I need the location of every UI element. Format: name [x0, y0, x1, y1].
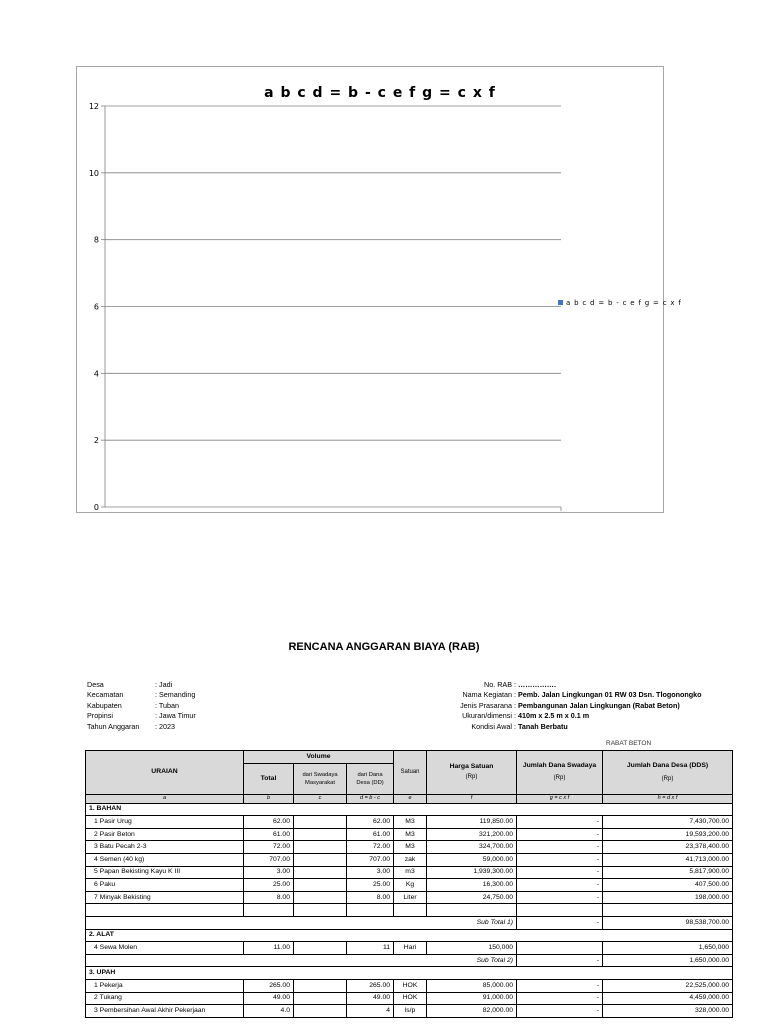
y-tick-label: 0 [93, 503, 99, 512]
subtotal-row [86, 916, 733, 929]
cell-swadaya [294, 979, 347, 992]
y-tick-label: 10 [88, 168, 99, 178]
header-jml-dds-label: Jumlah Dana Desa (DDS) [626, 761, 709, 769]
table-row [86, 992, 733, 1005]
y-tick-label: 2 [93, 436, 99, 446]
cell-harga: 59,000.00 [427, 853, 517, 866]
cell-swadaya [294, 866, 347, 879]
subtotal-dds: 98,538,700.00 [603, 916, 733, 929]
header-volume: Volume [244, 751, 394, 764]
cell-total: 3.00 [244, 866, 294, 879]
subtotal-swadaya: - [517, 954, 603, 967]
cell-dd: 62.00 [347, 816, 394, 829]
cell-satuan: Hari [394, 942, 427, 955]
cell-swadaya [294, 1005, 347, 1018]
cell-dd: 61.00 [347, 828, 394, 841]
cell-total: 62.00 [244, 816, 294, 829]
cell-satuan: Liter [394, 891, 427, 904]
subtotal-label: Sub Total 2) [86, 954, 517, 967]
cell-satuan: M3 [394, 828, 427, 841]
table-row [86, 942, 733, 955]
header-harga-label: Harga Satuan [449, 763, 494, 771]
cell-jml-swadaya: - [517, 828, 603, 841]
y-tick-label: 4 [93, 369, 99, 379]
blank-cell [86, 904, 244, 917]
cell-uraian: 4 Sewa Molen [86, 942, 244, 955]
cell-satuan: m3 [394, 866, 427, 879]
cell-jml-swadaya: - [517, 816, 603, 829]
cell-uraian: 3 Batu Pecah 2-3 [86, 841, 244, 854]
cell-dd: 707.00 [347, 853, 394, 866]
cell-jml-dds: 5,817,900.00 [603, 866, 733, 879]
info-row-nama-kegiatan: Nama Kegiatan : Pemb. Jalan Lingkungan 01 RW 03 Dsn. Tlogonongko [462, 690, 702, 700]
cell-jml-swadaya: - [517, 891, 603, 904]
letter-e: e [394, 794, 427, 803]
info-row-desa: Desa : Jadi [87, 680, 173, 689]
letter-b: b [244, 794, 294, 803]
header-jml-dds [603, 751, 733, 795]
chart-container [76, 66, 682, 513]
header-letters-row [86, 794, 733, 803]
cell-harga: 91,000.00 [427, 992, 517, 1005]
header-harga-unit: (Rp) [465, 774, 478, 781]
table-row [86, 879, 733, 892]
cell-uraian: 3 Pembersihan Awal Akhir Pekerjaan [86, 1005, 244, 1018]
cell-swadaya [294, 853, 347, 866]
table-row [86, 866, 733, 879]
cell-harga: 24,750.00 [427, 891, 517, 904]
cell-satuan: HOK [394, 992, 427, 1005]
cell-jml-dds: 328,000.00 [603, 1005, 733, 1018]
cell-total: 25.00 [244, 879, 294, 892]
header-dd: dari Dana Desa (DD) [347, 763, 394, 794]
cell-dd: 3.00 [347, 866, 394, 879]
rab-table [85, 750, 733, 1018]
blank-cell [517, 904, 603, 917]
cell-total: 49.00 [244, 992, 294, 1005]
info-right [380, 680, 730, 732]
cell-dd: 72.00 [347, 841, 394, 854]
cell-total: 4.0 [244, 1005, 294, 1018]
cell-jml-dds: 41,713,000.00 [603, 853, 733, 866]
cell-jml-dds: 407,500.00 [603, 879, 733, 892]
cell-dd: 11 [347, 942, 394, 955]
cell-jml-swadaya: - [517, 1005, 603, 1018]
letter-d: d = b - c [347, 794, 394, 803]
section-title: 2. ALAT [86, 929, 733, 942]
info-row-propinsi: Propinsi : Jawa Timur [87, 711, 196, 721]
cell-harga: 16,300.00 [427, 879, 517, 892]
chart [77, 67, 682, 514]
cell-satuan: M3 [394, 816, 427, 829]
letter-f: f [427, 794, 517, 803]
subtotal-label: Sub Total 1) [86, 916, 517, 929]
cell-jml-dds: 198,000.00 [603, 891, 733, 904]
cell-dd: 265.00 [347, 979, 394, 992]
subtotal-swadaya: - [517, 916, 603, 929]
info-left [87, 680, 196, 732]
info-row-no-rab: No. RAB : ……………. [484, 680, 556, 689]
cell-jml-swadaya: - [517, 879, 603, 892]
info-row-jenis-prasarana: Jenis Prasarana : Pembangunan Jalan Lingkungan (Rabat Beton) [460, 700, 680, 710]
info-row-ukuran: Ukuran/dimensi : 410m x 2.5 m x 0.1 m [462, 711, 590, 721]
cell-satuan: zak [394, 853, 427, 866]
blank-cell [394, 904, 427, 917]
y-tick-label: 8 [93, 235, 99, 245]
cell-satuan: Kg [394, 879, 427, 892]
cell-harga: 1,939,300.00 [427, 866, 517, 879]
info-row-kecamatan: Kecamatan : Semanding [87, 690, 196, 700]
cell-dd: 49.00 [347, 992, 394, 1005]
header-jml-swadaya-unit: (Rp) [553, 775, 566, 782]
table-body [86, 803, 733, 1017]
cell-uraian: 7 Minyak Bekisting [86, 891, 244, 904]
blank-row [86, 904, 733, 917]
header-harga [427, 751, 517, 795]
header-uraian: URAIAN [86, 751, 244, 795]
cell-uraian: 6 Paku [86, 879, 244, 892]
cell-uraian: 4 Semen (40 kg) [86, 853, 244, 866]
cell-harga: 85,000.00 [427, 979, 517, 992]
cell-harga: 119,850.00 [427, 816, 517, 829]
legend-label: a b c d = b - c e f g = c x f [566, 299, 682, 307]
cell-jml-dds: 4,459,000.00 [603, 992, 733, 1005]
cell-dd: 8.00 [347, 891, 394, 904]
cell-jml-swadaya: - [517, 992, 603, 1005]
blank-cell [347, 904, 394, 917]
letter-c: c [294, 794, 347, 803]
header-jml-swadaya-label: Jumlah Dana Swadaya [522, 762, 597, 770]
header-swadaya: dari Swadaya Masyarakat [294, 763, 347, 794]
chart-title: a b c d = b - c e f g = c x f [264, 85, 496, 101]
cell-total: 265.00 [244, 979, 294, 992]
cell-swadaya [294, 992, 347, 1005]
cell-total: 8.00 [244, 891, 294, 904]
cell-harga: 150,000 [427, 942, 517, 955]
section-header-row [86, 803, 733, 816]
table-row [86, 979, 733, 992]
cell-uraian: 2 Tukang [86, 992, 244, 1005]
info-row-tahun: Tahun Anggaran : 2023 [87, 721, 175, 731]
cell-swadaya [294, 879, 347, 892]
blank-cell [603, 904, 733, 917]
blank-cell [427, 904, 517, 917]
cell-satuan: HOK [394, 979, 427, 992]
cell-swadaya [294, 891, 347, 904]
cell-uraian: 5 Papan Bekisting Kayu K III [86, 866, 244, 879]
cell-jml-dds: 1,650,000 [603, 942, 733, 955]
document-title: RENCANA ANGGARAN BIAYA (RAB) [288, 641, 480, 653]
cell-total: 707.00 [244, 853, 294, 866]
y-tick-label: 6 [93, 302, 99, 312]
section-title: 1. BAHAN [86, 803, 733, 816]
letter-a: a [86, 794, 244, 803]
cell-harga: 324,700.00 [427, 841, 517, 854]
cell-jml-swadaya: - [517, 841, 603, 854]
letter-h: h = d x f [603, 794, 733, 803]
cell-jml-swadaya: - [517, 979, 603, 992]
cell-jml-swadaya: - [517, 853, 603, 866]
y-tick-label: 12 [88, 102, 99, 111]
blank-cell [294, 904, 347, 917]
cell-satuan: ls/p [394, 1005, 427, 1018]
rabat-label: RABAT BETON [606, 740, 652, 747]
cell-total: 11.00 [244, 942, 294, 955]
subtotal-dds: 1,650,000.00 [603, 954, 733, 967]
cell-jml-swadaya [517, 942, 603, 955]
blank-cell [244, 904, 294, 917]
section-header-row [86, 929, 733, 942]
info-row-kondisi: Kondisi Awal : Tanah Berbatu [471, 721, 568, 731]
cell-harga: 82,000.00 [427, 1005, 517, 1018]
cell-uraian: 1 Pasir Urug [86, 816, 244, 829]
header-total: Total [244, 763, 294, 794]
cell-swadaya [294, 942, 347, 955]
cell-dd: 25.00 [347, 879, 394, 892]
cell-jml-dds: 22,525,000.00 [603, 979, 733, 992]
header-satuan: Satuan [394, 751, 427, 795]
cell-harga: 321,200.00 [427, 828, 517, 841]
table-row [86, 828, 733, 841]
cell-swadaya [294, 828, 347, 841]
cell-total: 72.00 [244, 841, 294, 854]
cell-uraian: 1 Pekerja [86, 979, 244, 992]
section-title: 3. UPAH [86, 967, 733, 980]
header-jml-swadaya [517, 751, 603, 795]
legend-swatch [558, 300, 563, 305]
table-header [86, 751, 733, 804]
table-row [86, 853, 733, 866]
cell-swadaya [294, 841, 347, 854]
table-row [86, 1005, 733, 1018]
cell-jml-dds: 19,593,200.00 [603, 828, 733, 841]
section-header-row [86, 967, 733, 980]
table-row [86, 891, 733, 904]
subtotal-row [86, 954, 733, 967]
header-jml-dds-unit: (Rp) [661, 775, 674, 782]
cell-satuan: M3 [394, 841, 427, 854]
cell-dd: 4 [347, 1005, 394, 1018]
cell-swadaya [294, 816, 347, 829]
letter-g: g = c x f [517, 794, 603, 803]
cell-jml-dds: 23,378,400.00 [603, 841, 733, 854]
cell-uraian: 2 Pasir Beton [86, 828, 244, 841]
info-row-kabupaten: Kabupaten : Tuban [87, 700, 179, 710]
cell-total: 61.00 [244, 828, 294, 841]
table-row [86, 816, 733, 829]
cell-jml-swadaya: - [517, 866, 603, 879]
table-row [86, 841, 733, 854]
cell-jml-dds: 7,430,700.00 [603, 816, 733, 829]
